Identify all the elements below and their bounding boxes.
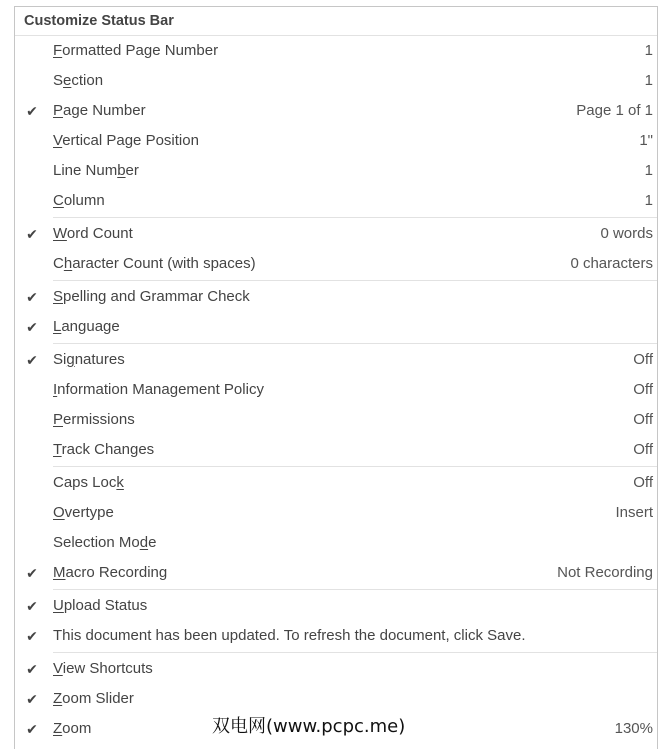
menu-item-label: Line Number: [53, 162, 139, 179]
checkmark-icon: ✔: [26, 226, 38, 242]
menu-item-value: 1: [644, 162, 653, 179]
menu-item-value: Not Recording: [557, 564, 653, 581]
menu-item-value: 1: [644, 192, 653, 209]
menu-separator: [53, 652, 657, 653]
menu-item-value: 0 characters: [570, 255, 653, 272]
menu-item-value: Off: [633, 441, 653, 458]
checkmark-icon: ✔: [26, 319, 38, 335]
checkmark-icon: ✔: [26, 103, 38, 119]
menu-item-label: Column: [53, 192, 105, 209]
checkmark-icon: ✔: [26, 691, 38, 707]
menu-item-label: Track Changes: [53, 441, 155, 458]
menu-item-label: Section: [53, 72, 104, 89]
menu-item-vertical-page-position[interactable]: [15, 126, 657, 156]
menu-item-value: 0 words: [600, 225, 653, 242]
menu-item-spelling-grammar-check[interactable]: [15, 282, 657, 312]
menu-item-label: Page Number: [53, 102, 146, 119]
menu-item-document-updated[interactable]: [15, 621, 657, 651]
menu-item-value: 1: [644, 72, 653, 89]
menu-separator: [53, 466, 657, 467]
menu-item-line-number[interactable]: [15, 156, 657, 186]
menu-item-label: Macro Recording: [53, 564, 168, 581]
menu-item-label: Upload Status: [53, 597, 148, 614]
checkmark-icon: ✔: [26, 598, 38, 614]
menu-item-permissions[interactable]: [15, 405, 657, 435]
menu-item-signatures[interactable]: [15, 345, 657, 375]
menu-item-label: Word Count: [53, 225, 133, 242]
menu-item-overtype[interactable]: [15, 498, 657, 528]
menu-item-label: Selection Mode: [53, 534, 157, 551]
menu-title: Customize Status Bar: [15, 7, 657, 36]
menu-item-label: Vertical Page Position: [53, 132, 199, 149]
menu-item-label: View Shortcuts: [53, 660, 153, 677]
menu-item-value: Insert: [615, 504, 653, 521]
menu-item-track-changes[interactable]: [15, 435, 657, 465]
menu-item-value: 1": [639, 132, 653, 149]
menu-separator: [53, 217, 657, 218]
watermark-text: 双电网(www.pcpc.me): [212, 716, 406, 737]
menu-item-value: 1: [644, 42, 653, 59]
menu-item-value: Page 1 of 1: [576, 102, 653, 119]
menu-item-label: Spelling and Grammar Check: [53, 288, 250, 305]
checkmark-icon: ✔: [26, 721, 38, 737]
menu-item-label: Information Management Policy: [53, 381, 264, 398]
checkmark-icon: ✔: [26, 661, 38, 677]
menu-item-word-count[interactable]: [15, 219, 657, 249]
menu-separator: [53, 280, 657, 281]
menu-item-view-shortcuts[interactable]: [15, 654, 657, 684]
menu-item-label: Zoom: [53, 720, 92, 737]
menu-item-upload-status[interactable]: [15, 591, 657, 621]
customize-status-bar-menu: [14, 6, 658, 749]
menu-item-selection-mode[interactable]: [15, 528, 657, 558]
menu-item-value: 130%: [614, 720, 653, 737]
menu-item-language[interactable]: [15, 312, 657, 342]
menu-item-value: Off: [633, 474, 653, 491]
menu-separator: [53, 343, 657, 344]
menu-item-label: Permissions: [53, 411, 135, 428]
menu-item-caps-lock[interactable]: [15, 468, 657, 498]
menu-item-information-management-policy[interactable]: [15, 375, 657, 405]
menu-item-label: This document has been updated. To refresh the document, click Save.: [53, 627, 526, 644]
menu-item-label: Formatted Page Number: [53, 42, 219, 59]
menu-item-label: Signatures: [53, 351, 125, 368]
menu-item-value: Off: [633, 381, 653, 398]
menu-separator: [53, 589, 657, 590]
checkmark-icon: ✔: [26, 628, 38, 644]
menu-item-character-count[interactable]: [15, 249, 657, 279]
menu-item-value: Off: [633, 411, 653, 428]
checkmark-icon: ✔: [26, 352, 38, 368]
menu-item-label: Zoom Slider: [53, 690, 134, 707]
menu-item-column[interactable]: [15, 186, 657, 216]
checkmark-icon: ✔: [26, 565, 38, 581]
menu-item-label: Character Count (with spaces): [53, 255, 256, 272]
checkmark-icon: ✔: [26, 289, 38, 305]
menu-item-section[interactable]: [15, 66, 657, 96]
menu-item-label: Caps Lock: [53, 474, 124, 491]
menu-item-zoom-slider[interactable]: [15, 684, 657, 714]
menu-item-formatted-page-number[interactable]: [15, 36, 657, 66]
menu-body: [15, 36, 657, 744]
menu-item-label: Language: [53, 318, 120, 335]
menu-item-page-number[interactable]: [15, 96, 657, 126]
menu-item-value: Off: [633, 351, 653, 368]
menu-item-label: Overtype: [53, 504, 114, 521]
menu-item-macro-recording[interactable]: [15, 558, 657, 588]
